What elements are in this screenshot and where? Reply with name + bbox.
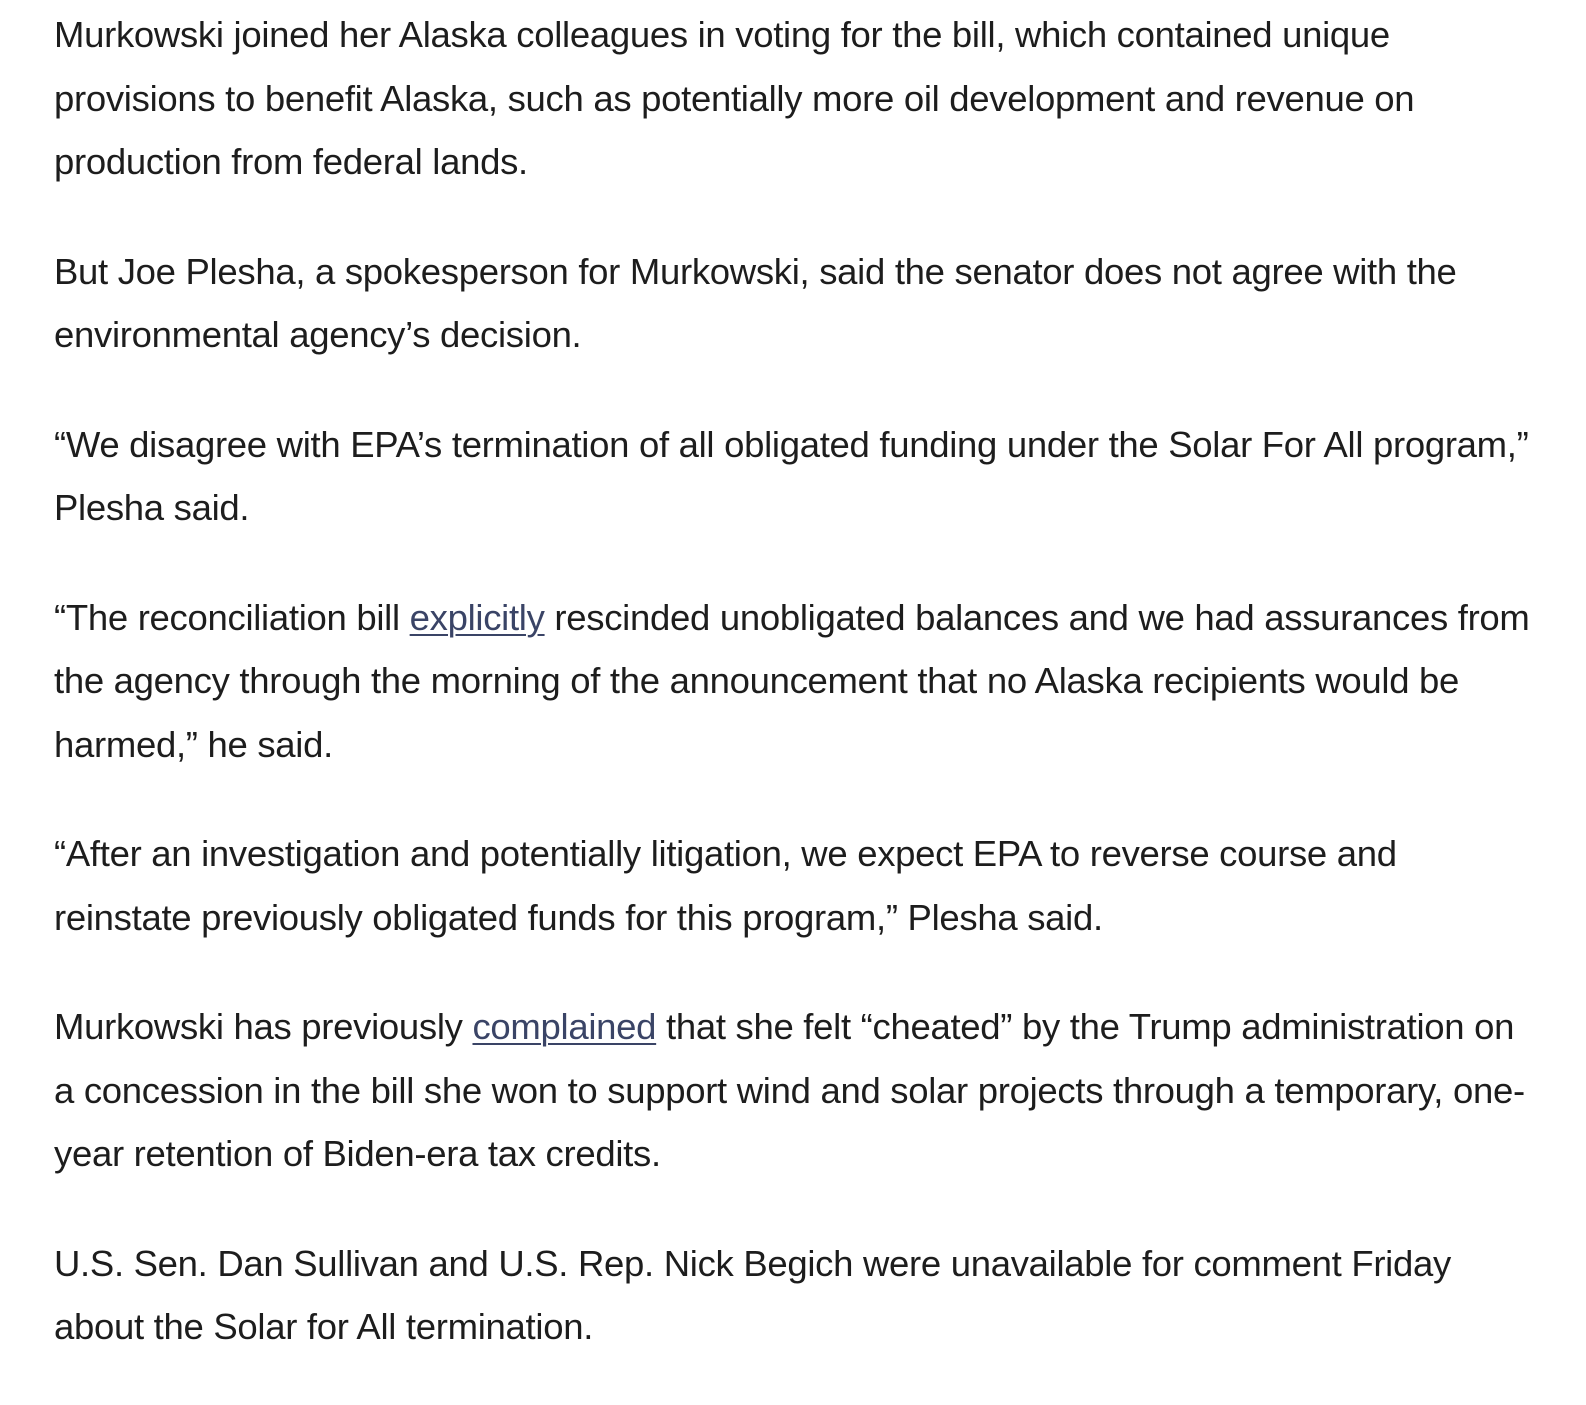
explicitly-link[interactable]: explicitly bbox=[409, 596, 545, 638]
paragraph-6-text-after: that she felt “cheated” by the Trump administration on a concession in the bill she won to support wind and solar projects through a temporary, one-year retention of Biden-era tax credits. bbox=[54, 1006, 1525, 1174]
paragraph-5: “After an investigation and potentially litigation, we expect EPA to reverse course and reinstate previously obligated funds for this program,” Plesha said. bbox=[54, 833, 1397, 938]
paragraph-4-text-after: rescinded unobligated balances and we had assurances from the agency through the morning of the announcement that no Alaska recipients would be harmed,” he said. bbox=[54, 596, 1530, 765]
complained-link[interactable]: complained bbox=[472, 1006, 657, 1047]
paragraph-6-text-before: Murkowski has previously bbox=[54, 1006, 473, 1047]
article-body bbox=[54, 0, 1534, 1405]
paragraph-3: “We disagree with EPA’s termination of all obligated funding under the Solar For All program,” Plesha said. bbox=[54, 423, 1529, 528]
paragraph-6 bbox=[54, 995, 1534, 1186]
paragraph-4-text-before: “The reconciliation bill bbox=[54, 596, 410, 638]
paragraph-7: U.S. Sen. Dan Sullivan and U.S. Rep. Nick Begich were unavailable for comment Friday about the Solar for All termination. bbox=[54, 1242, 1451, 1347]
paragraph-2: But Joe Plesha, a spokesperson for Murkowski, said the senator does not agree with the environmental agency’s decision. bbox=[54, 250, 1457, 355]
paragraph-4 bbox=[54, 586, 1534, 777]
paragraph-1: Murkowski joined her Alaska colleagues in voting for the bill, which contained unique provisions to benefit Alaska, such as potentially more oil development and revenue on production from federal lands. bbox=[54, 14, 1415, 182]
